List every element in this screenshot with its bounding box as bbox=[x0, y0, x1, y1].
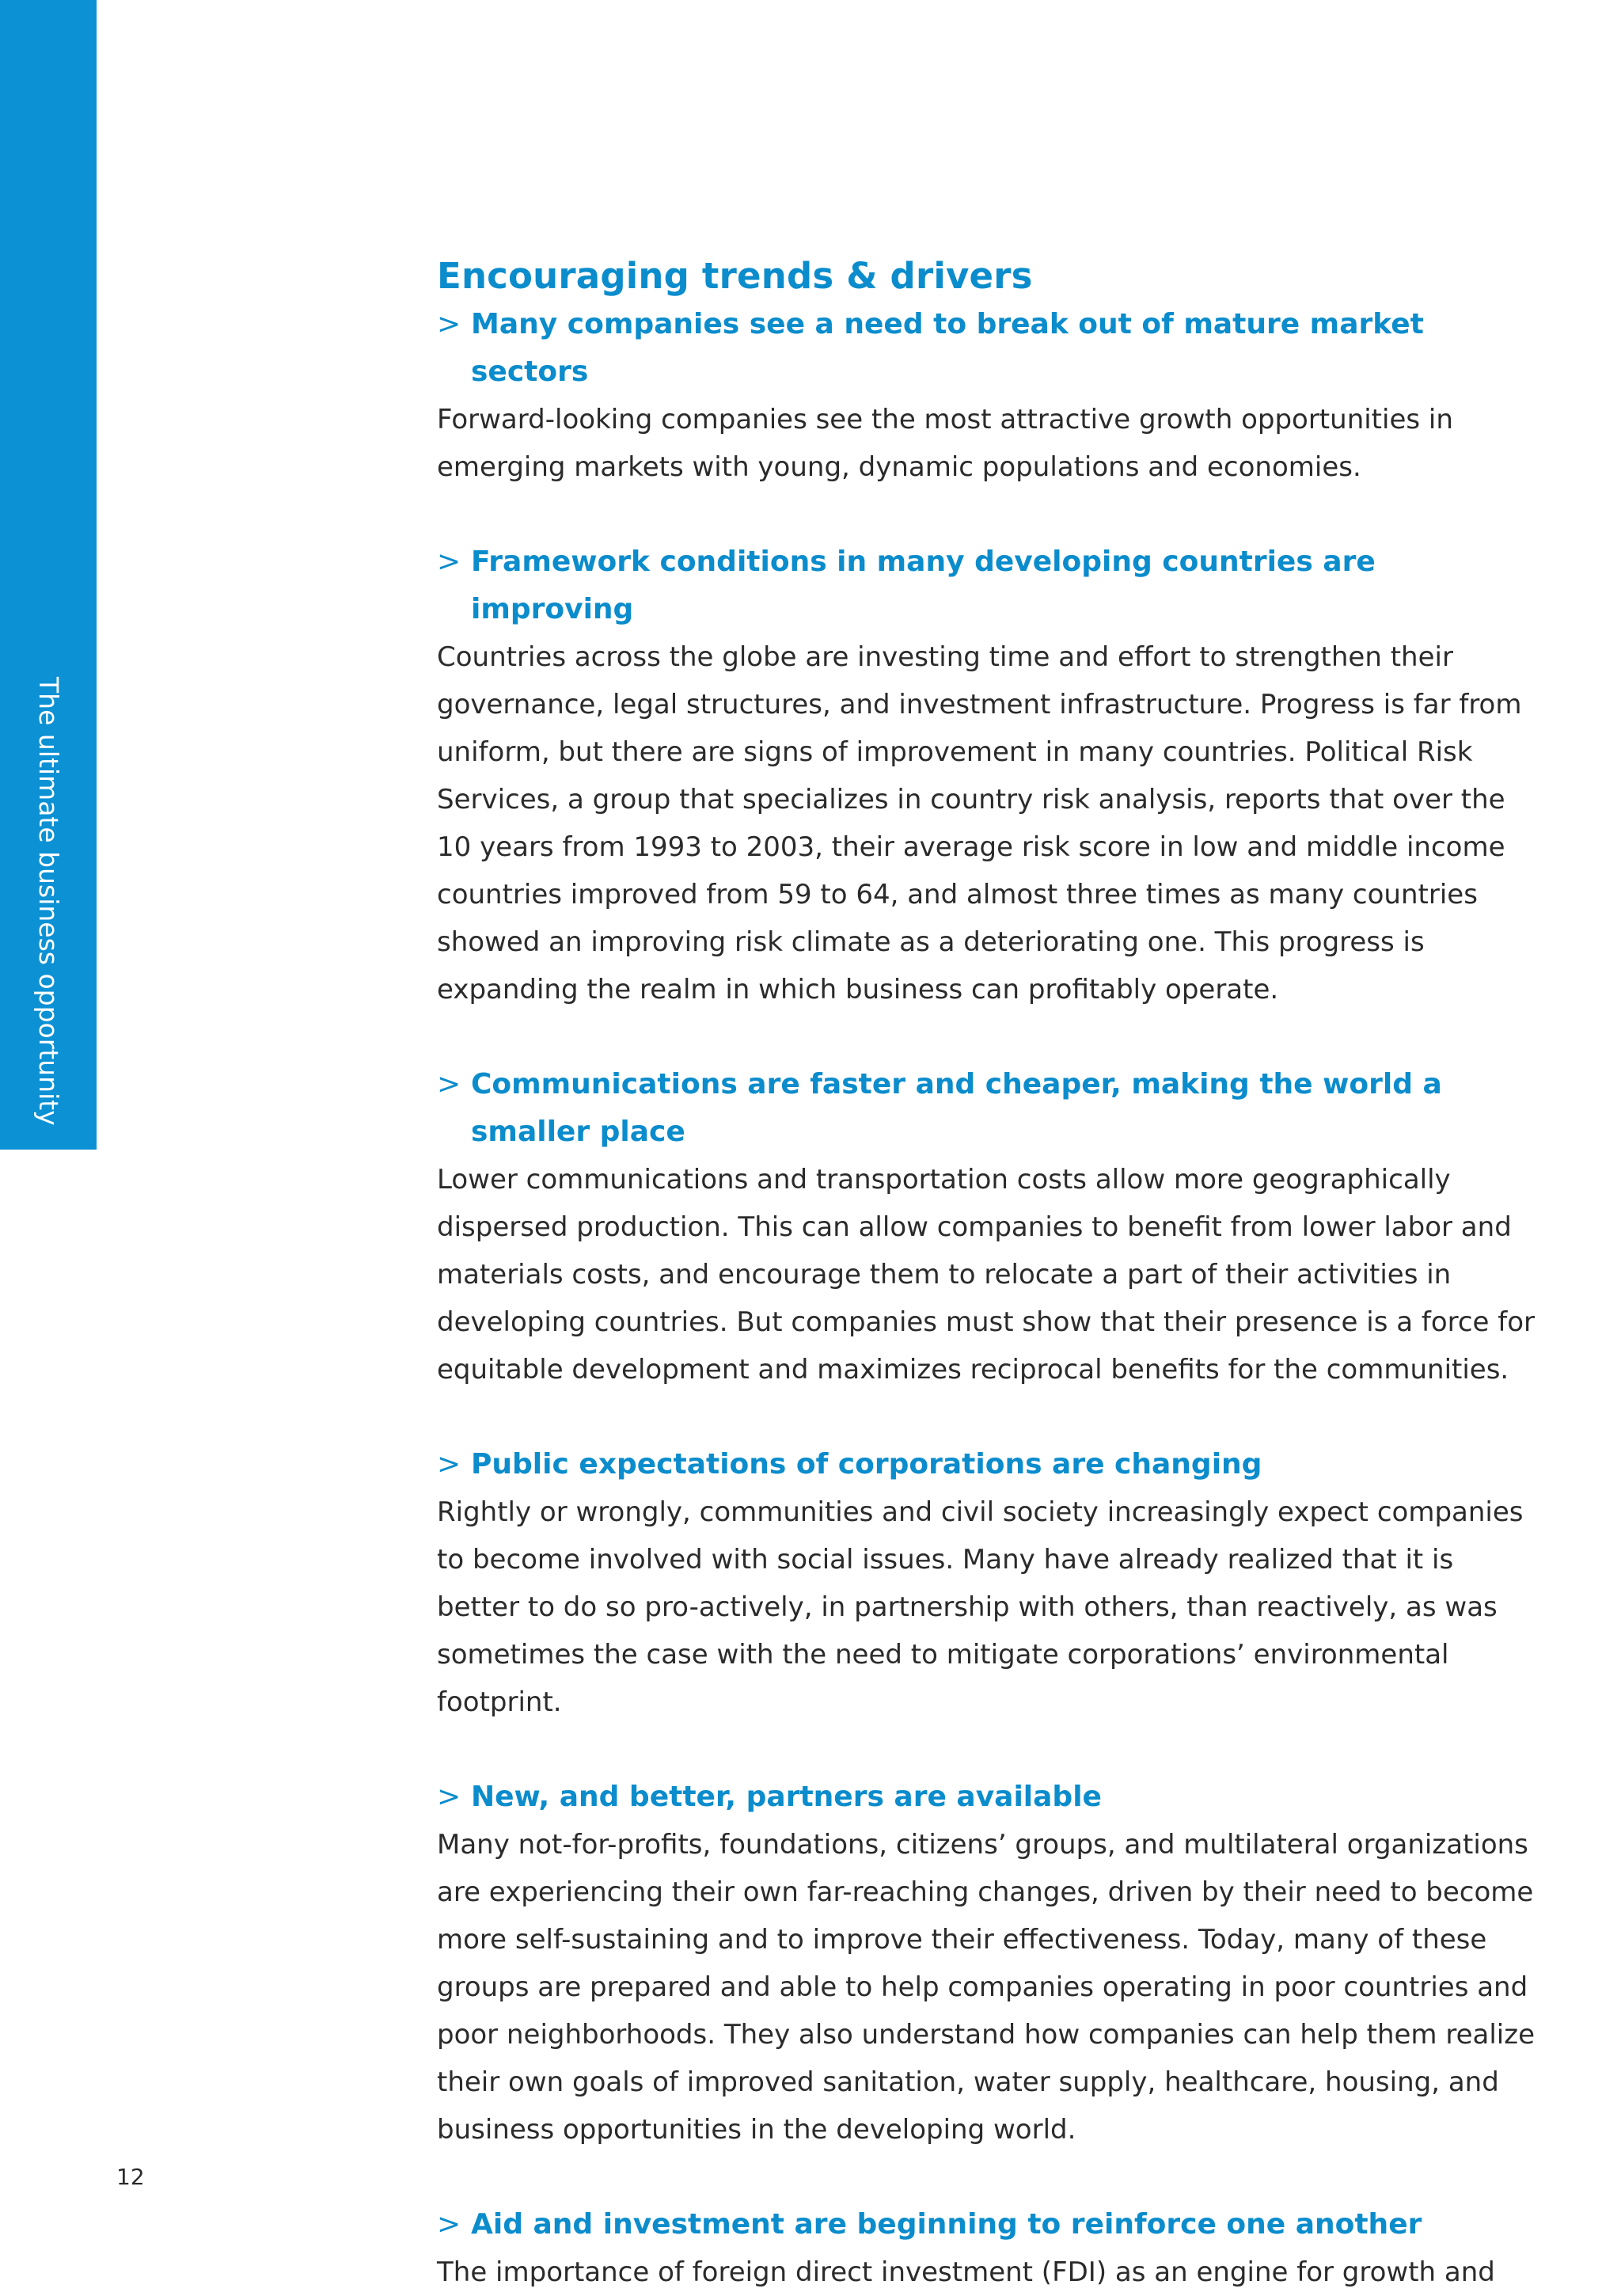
section-heading-text: Public expectations of corporations are changing bbox=[471, 1448, 1262, 1481]
section-heading-text: Aid and investment are beginning to reinforce one another bbox=[471, 2208, 1422, 2241]
section-heading bbox=[437, 2201, 1537, 2248]
section-heading bbox=[437, 1061, 1537, 1156]
chevron-right-icon: > bbox=[437, 1448, 461, 1481]
chevron-right-icon: > bbox=[437, 2208, 461, 2241]
section-body: Forward-looking companies see the most attractive growth opportunities in emerging markets with young, dynamic populations and economies. bbox=[437, 404, 1453, 483]
side-bar bbox=[0, 0, 97, 1150]
side-title: The ultimate business opportunity bbox=[33, 677, 64, 1126]
trend-section-6 bbox=[437, 2201, 1537, 2296]
section-body: The importance of foreign direct investment (FDI) as an engine for growth and bbox=[437, 2256, 1495, 2288]
section-body: Lower communications and transportation costs allow more geographically dispersed production. This can allow companies to benefit from lower labor and materials costs, and encourage them to relocate a part of their activities in developing countries. But companies must show that their presence is a force for equitable development and maximizes reciprocal benefits for the communities. bbox=[437, 1164, 1536, 1386]
section-body: Countries across the globe are investing time and effort to strengthen their governance, legal structures, and investment infrastructure. Progress is far from uniform, but there are signs of improvement in many countries. Political Risk Services, a group that specializes in country risk analysis, reports that over the 10 years from 1993 to 2003, their average risk score in low and middle income countries improved from 59 to 64, and almost three times as many countries showed an improving risk climate as a deteriorating one. This progress is expanding the realm in which business can profitably operate. bbox=[437, 641, 1522, 1005]
page-title: Encouraging trends & drivers bbox=[437, 255, 1033, 297]
section-heading-text: New, and better, partners are available bbox=[471, 1781, 1102, 1813]
section-heading-text: Framework conditions in many developing countries are improving bbox=[471, 545, 1376, 625]
trend-section-2 bbox=[437, 538, 1537, 1013]
section-heading bbox=[437, 301, 1537, 396]
chevron-right-icon: > bbox=[437, 308, 461, 340]
chevron-right-icon: > bbox=[437, 1781, 461, 1813]
section-heading bbox=[437, 1773, 1537, 1821]
chevron-right-icon: > bbox=[437, 1068, 461, 1100]
section-heading-text: Many companies see a need to break out of mature market sectors bbox=[471, 308, 1424, 388]
page-number: 12 bbox=[116, 2164, 145, 2190]
section-heading bbox=[437, 1441, 1537, 1488]
chevron-right-icon: > bbox=[437, 545, 461, 578]
trend-section-4 bbox=[437, 1441, 1537, 1726]
trend-section-1 bbox=[437, 301, 1537, 491]
section-heading bbox=[437, 538, 1537, 633]
section-body: Many not-for-profits, foundations, citizens’ groups, and multilateral organizations are experiencing their own far-reaching changes, driven by their need to become more self-sustaining and to improve their effectiveness. Today, many of these groups are prepared and able to help companies operating in poor countries and poor neighborhoods. They also understand how companies can help them realize their own goals of improved sanitation, water supply, healthcare, housing, and business opportunities in the developing world. bbox=[437, 1829, 1535, 2146]
main-content bbox=[437, 252, 1537, 2296]
section-body: Rightly or wrongly, communities and civil society increasingly expect companies to become involved with social issues. Many have already realized that it is better to do so pro-actively, in partnership with others, than reactively, as was sometimes the case with the need to mitigate corporations’ environmental footprint. bbox=[437, 1496, 1524, 1718]
trend-section-3 bbox=[437, 1061, 1537, 1393]
trend-section-5 bbox=[437, 1773, 1537, 2153]
section-heading-text: Communications are faster and cheaper, making the world a smaller place bbox=[471, 1068, 1442, 1148]
